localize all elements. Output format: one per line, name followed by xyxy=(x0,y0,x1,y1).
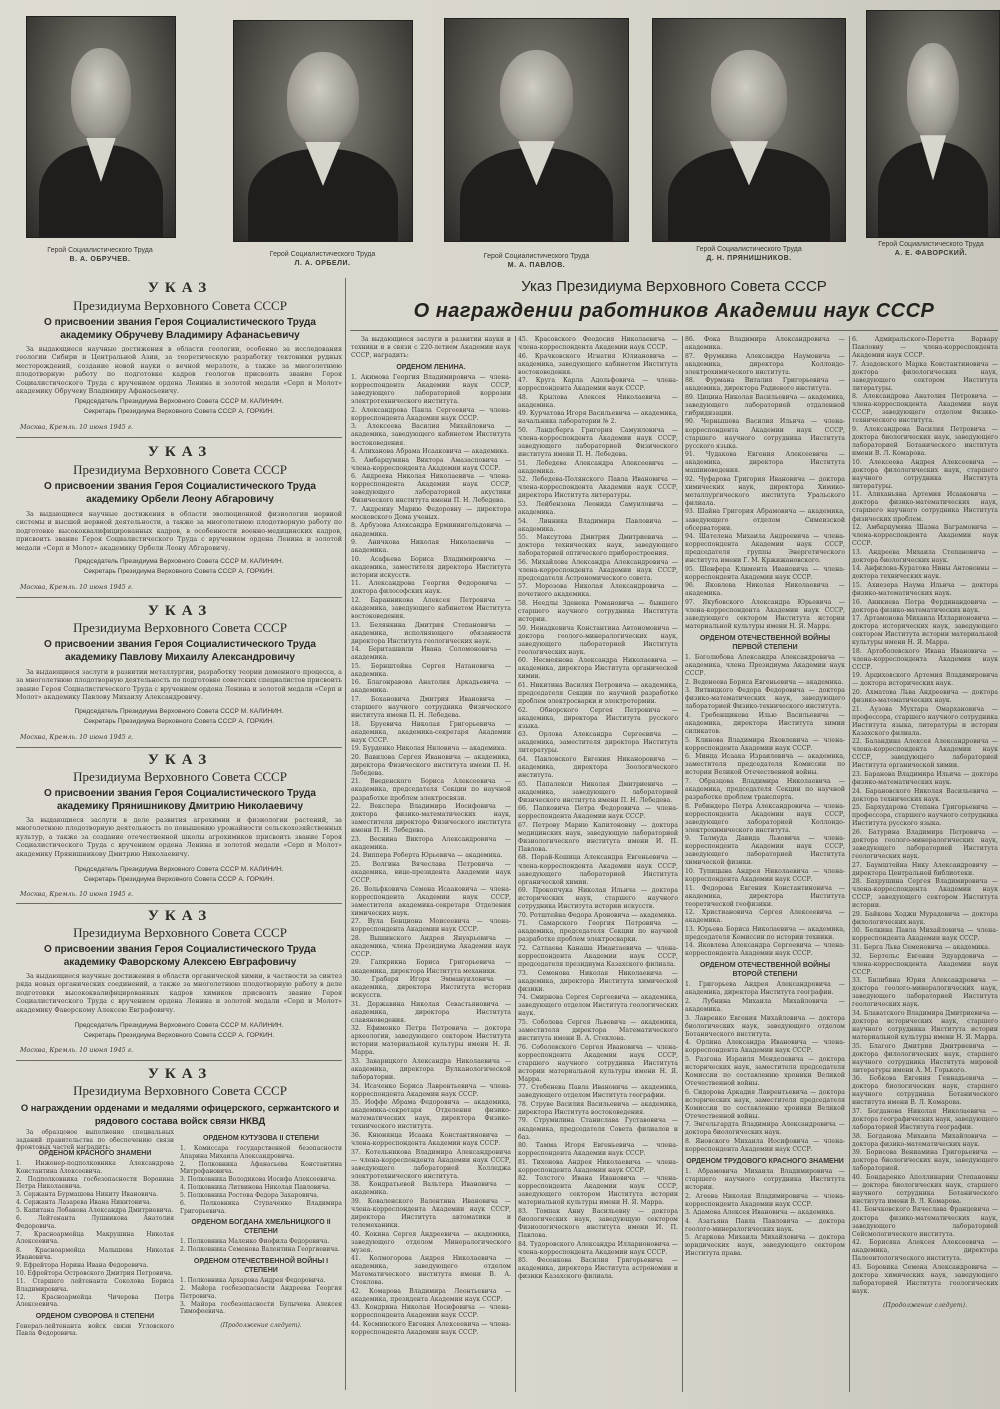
awardee-entry: 3. Полковника Володикова Иосифа Алексеевича. xyxy=(180,1176,337,1184)
ukaz-3-chair: Председатель Президиума Верховного Совета СССР М. КАЛИНИН. xyxy=(74,708,284,715)
awardee-entry: 46. Крачковского Игнатия Юлиановича — академика, заведующего кабинетом Института востоковедения. xyxy=(518,352,678,376)
column-rule xyxy=(345,278,346,1390)
awardee-entry: 15. Бернштейна Сергея Натановича — академика. xyxy=(351,662,511,678)
awardee-entry: 62. Обнорского Сергея Петровича — академика, директора Института русского языка. xyxy=(518,706,678,730)
ukaz-4-word: УКАЗ xyxy=(147,752,213,768)
awardee-entry: 7. Энгельгардта Владимира Александровича — доктора биологических наук. xyxy=(685,1121,845,1137)
awardee-entry: 1. Полковника Маленко Фиофила Федоровича. xyxy=(180,1238,330,1246)
awardee-entry: 11. Федорова Евгения Константиновича — академика, директора Института теоретической геофизики. xyxy=(685,884,845,908)
awardee-entry: 95. Шенфера Климента Ивановича — члена-корреспондента Академии наук СССР. xyxy=(685,565,845,581)
ukaz-1-secretary: Секретарь Президиума Верховного Совета СССР А. ГОРКИН. xyxy=(83,408,275,415)
awardee-entry: 20. Ахматова Льва Андреевича — доктора физико-математических наук. xyxy=(852,689,998,705)
awardee-entry: 50. Ландсберга Григория Самуиловича — члена-корреспондента Академии наук СССР, заведующего лабораторией Физического института имени П. Н. Лебедева. xyxy=(518,427,678,459)
ukaz-2-secretary: Секретарь Президиума Верховного Совета СССР А. ГОРКИН. xyxy=(83,568,275,575)
awardee-entry: 78. Струве Василия Васильевича — академика, директора Института востоковедения. xyxy=(518,1100,678,1116)
ukaz-1-head: О присвоении звания Героя Социалистического Труда академику Обручеву Владимиру Афанасьевичу xyxy=(44,317,316,341)
awardee-entry: 94. Шателена Михаила Андреевича — члена-корреспондента Академии наук СССР, председателя группы Энергетического института имени Г. М. Кржижановского. xyxy=(685,533,845,565)
ukaz-3-date: Москва, Кремль. 10 июня 1945 г. xyxy=(20,733,134,741)
awardee-entry: 5. Разгона Израиля Менделевича — доктора исторических наук, заместителя председателя Комиссии по составлению хроники Великой Отечественной войны. xyxy=(685,1055,845,1087)
order-heading: ОРДЕНОМ СУВОРОВА II СТЕПЕНИ xyxy=(35,1312,155,1320)
awardee-entry: 2. Лубнина Михаила Михайловича — академика. xyxy=(685,998,845,1014)
awardee-entry: 57. Морозова Николая Александровича — почетного академика. xyxy=(518,583,678,599)
ukaz-1-date: Москва, Кремль. 10 июня 1945 г. xyxy=(20,423,134,431)
awardee-entry: 26. Вольфковича Семена Исааковича — члена-корреспондента Академии наук СССР, заместителя академика-секретаря Отделения химических наук. xyxy=(351,885,511,917)
awardee-entry: 32. Ефименко Петра Петровича — доктора археологии, заведующего сектором Института истории материальной культуры имени Н. Я. Марра. xyxy=(351,1025,511,1057)
awardee-entry: 25. Волгина Вячеслава Петровича — академика, вице-президента Академии наук СССР. xyxy=(351,860,511,884)
awardee-entry: 3. Адамова Алексея Ивановича — академика. xyxy=(685,1209,835,1217)
awardee-entry: 27. Вула Бенциона Моисеевича — члена-корреспондента Академии наук СССР. xyxy=(351,918,511,934)
order-heading: ОРДЕНОМ ЛЕНИНА. xyxy=(396,364,466,372)
nkvd-column-1 xyxy=(16,1146,174,1396)
awardee-entry: 4. Полковника Литвинова Николая Павловича. xyxy=(180,1184,331,1192)
awardee-entry: 5. Клинова Владимира Яковлевича — члена-корреспондента Академии наук СССР. xyxy=(685,736,845,752)
awardee-entry: 91. Чудакова Евгения Алексеевича — академика, директора Института машиноведения. xyxy=(685,451,845,475)
awardee-entry: 2. Агеева Николая Владимировича — члена-корреспондента Академии наук СССР. xyxy=(685,1192,845,1208)
order-heading: ОРДЕНОМ БОГДАНА ХМЕЛЬНИЦКОГО II СТЕПЕНИ xyxy=(191,1219,331,1236)
awardee-entry: 2. Полковника Афанасьева Константина Митрофановича. xyxy=(180,1160,342,1176)
ukaz-4-date: Москва, Кремль. 10 июня 1945 г. xyxy=(20,890,134,898)
order-heading: ОРДЕНОМ КУТУЗОВА II СТЕПЕНИ xyxy=(203,1135,319,1142)
awardee-entry: 41. Колмогорова Андрея Николаевича — академика, заведующего отделом Математического института имени В. А. Стеклова. xyxy=(351,1255,511,1287)
awardee-entry: 17. Бохановича Дмитрия Ивановича — старшего научного сотрудника Физического института имени П. Н. Лебедева. xyxy=(351,695,511,720)
awardee-entry: 34. Блаватского Владимира Дмитриевича — доктора исторических наук, старшего научного сотрудника Института истории материальной культуры имени Н. Я. Марра. xyxy=(852,1009,998,1041)
awardee-entry: 12. Христиановича Сергея Алексеевича — академика. xyxy=(685,909,845,925)
ukaz-4-org: Президиума Верховного Совета СССР xyxy=(73,769,287,784)
ukaz-4-body: За выдающиеся заслуги в деле развития агрохимии и физиологии растений, за многолетнюю плодотворную деятельность по повышению урожайности сельскохозяйственных культур, а также за создание отечественной школы агрохимиков присвоить звание Героя Социалистического Труда с вручением ордена Ленина и золотой медали «Серп и Молот» академику Прянишникову Дмитрию Николаевичу. xyxy=(16,816,342,858)
awardee-entry: 6. Адмиральского-Перетта Варвару Павловну — члена-корреспондента Академии наук СССР. xyxy=(852,336,998,360)
ukaz-5-date: Москва, Кремль. 10 июня 1945 г. xyxy=(20,1046,134,1054)
awardee-entry: 1. Полковника Архарова Андрея Федоровича. xyxy=(180,1277,326,1285)
awardee-entry: 3. Сержанта Бурмашова Никиту Ивановича. xyxy=(16,1191,158,1199)
awardee-entry: 70. Ротштейна Федора Ароновича — академика. xyxy=(518,911,677,919)
awardee-entry: 39. Коваленского Валентина Ивановича — члена-корреспондента Академии наук СССР, директора Института автоматики и телемеханики. xyxy=(351,1197,511,1229)
awardee-entry: 55. Максутова Дмитрия Дмитриевича — доктора технических наук, заведующего лабораторией оптического приборостроения. xyxy=(518,534,678,558)
ukaz-2-chair: Председатель Президиума Верховного Совета СССР М. КАЛИНИН. xyxy=(74,558,284,565)
portrait-pavlov xyxy=(444,18,629,242)
awardee-entry: 28. Вышинского Андрея Януарьевича — академика, члена Президиума Академии наук СССР. xyxy=(351,934,511,958)
ukaz-3-org: Президиума Верховного Совета СССР xyxy=(73,620,287,635)
ukaz-2-word: УКАЗ xyxy=(147,444,213,460)
ukaz-divider xyxy=(16,747,342,748)
awardee-entry: 1. Комиссара государственной безопасности Апарина Михаила Александровича. xyxy=(180,1145,342,1160)
caption-obruchev: Герой Социалистического Труда В. А. ОБРУЧЕВ. xyxy=(47,247,153,263)
awardee-entry: 37. Котельникова Владимира Александровича — члена-корреспондента Академии наук СССР, заведующего лабораторией Колледжа электротехнического института. xyxy=(351,1148,511,1180)
awardee-entry: 4. Гребенщикова Илью Васильевича — академика, директора Института химии силикатов. xyxy=(685,712,845,736)
continued-note: (Продолжение следует). xyxy=(220,1321,302,1329)
awardee-entry: 23. Веснина Виктора Александровича — академика. xyxy=(351,835,511,851)
awardee-entry: 79. Струмилина Станислава Густавовича — академика, председателя Совета филиалов и баз. xyxy=(518,1117,678,1141)
order-heading: ОРДЕНОМ КРАСНОГО ЗНАМЕНИ xyxy=(38,1150,152,1157)
order-heading: ОРДЕНОМ ТРУДОВОГО КРАСНОГО ЗНАМЕНИ xyxy=(686,1157,844,1165)
awardee-entry: 89. Цицина Николая Васильевича — академика, заведующего лабораторией отдаленной гибридизации. xyxy=(685,393,845,417)
ukaz-4-chair: Председатель Президиума Верховного Совета СССР М. КАЛИНИН. xyxy=(74,866,284,873)
awardee-entry: 83. Томпак Анну Васильевну — доктора биологических наук, заведующую сектором Физиологического института имени И. П. Павлова. xyxy=(518,1207,678,1240)
awardee-entry: 40. Кокина Сергея Андреевича — академика, заведующего отделом Минералогического музея. xyxy=(351,1230,511,1254)
awardee-entry: 38. Кондратьевой Вальтера Ивановича — академика. xyxy=(351,1181,511,1197)
awardee-entry: 36. Бобкова Евгения Геннадьевича — доктора биологических наук, старшего научного сотрудника Ботанического института имени В. Л. Комарова. xyxy=(852,1075,998,1107)
awardee-entry: 82. Толстого Ивана Ивановича — члена-корреспондента Академии наук СССР, заведующего сектором Института истории материальной культуры имени Н. Я. Марра. xyxy=(518,1175,678,1207)
portrait-obruchev xyxy=(26,16,176,238)
awardee-entry: 74. Смирнова Сергея Сергеевича — академика, заведующего отделом Института геологических наук. xyxy=(518,994,678,1018)
main-column-1 xyxy=(351,336,511,1394)
awardee-entry: 12. Красноармейца Чичерова Петра Алексеевича. xyxy=(16,1293,174,1309)
awardee-entry: 22. Баландина Алексея Александровича — члена-корреспондента Академии наук СССР, заведующего лабораторией Института органической химии. xyxy=(852,738,998,770)
awardee-entry: 8. Яновского Михаила Иосифовича — члена-корреспондента Академии наук СССР. xyxy=(685,1137,845,1153)
ukaz-divider xyxy=(16,1060,342,1061)
awardee-entry: 65. Папалекси Николая Дмитриевича — академика, заведующего лабораторией Физического института имени П. Н. Лебедева. xyxy=(518,780,678,804)
awardee-entry: 51. Лебедева Александра Алексеевича — академика. xyxy=(518,459,678,475)
awardee-entry: 2. Полковника Семенова Валентина Георгиевича. xyxy=(180,1246,340,1254)
ukaz-1-body: За выдающиеся научные достижения в области геологии, особенно за исследования геологии Сибири и Центральной Азии, за теоретическую разработку тектоники рудных месторождений, создание новой науки о вечной мерзлоте, а также за многолетнюю плодотворную работу по подготовке кадров геологов присвоить звание Героя Социалистического Труда с вручением ордена Ленина и золотой медали «Серп и Молот» академику Обручеву Владимиру Афанасьевичу. xyxy=(16,345,342,396)
continued-note: (Продолжение следует). xyxy=(883,1301,967,1309)
awardee-entry: 68. Порай-Кошица Александра Евгеньевича — члена-корреспондента Академии наук СССР, заведующего лабораторией Института органической химии. xyxy=(518,854,678,886)
portrait-orbeli xyxy=(233,20,413,242)
awardee-entry: 71. Самарского Георгия Петровича — академика, председателя Секции по научной разработке проблем электросварки. xyxy=(518,920,678,944)
awardee-entry: 30. Белкина Павла Михайловича — члена-корреспондента Академии наук СССР. xyxy=(852,927,998,943)
awardee-entry: 21. Введенского Бориса Алексеевича — академика, председателя Секции по научной разработке проблем электросвязи. xyxy=(351,778,511,802)
awardee-entry: 1. Боголюбова Александра Александровича — академика, члена Президиума Академии наук СССР. xyxy=(685,654,845,678)
awardee-entry: 10. Тупицына Андрея Николаевича — члена-корреспондента Академии наук СССР. xyxy=(685,867,845,883)
awardee-entry: 4. Алиханова Абрама Исааковича — академика. xyxy=(351,448,509,456)
awardee-entry: 44. Косминского Евгения Алексеевича — члена-корреспондента Академии наук СССР. xyxy=(351,1321,511,1337)
awardee-entry: 7. Андреину Марию Федоровну — директора московского Дома ученых. xyxy=(351,505,511,521)
awardee-entry: 90. Чернышева Василия Ильича — члена-корреспондента Академии наук СССР, старшего научного сотрудника Института русского языка. xyxy=(685,418,845,450)
ukaz-3-head: О присвоении звания Героя Социалистического Труда академику Павлову Михаилу Александровичу xyxy=(44,639,316,663)
caption-pryanishnikov: Герой Социалистического Труда Д. Н. ПРЯНИШНИКОВ. xyxy=(696,246,802,262)
awardee-entry: 1. Григорьева Андрея Александровича — академика, директора Института географии. xyxy=(685,981,845,997)
awardee-entry: Генерал-лейтенанта войск связи Угловского Павла Федоровича. xyxy=(16,1322,174,1338)
awardee-entry: 21. Аузова Мухтара Омархановича — профессора, старшего научного сотрудника Института языка, литературы и истории Казахского филиала. xyxy=(852,705,998,737)
ukaz-2-head: О присвоении звания Героя Социалистического Труда академику Орбели Леону Абгаровичу xyxy=(44,481,316,505)
awardee-entry: 19. Арциховского Артемия Владимировича — доктора исторических наук. xyxy=(852,672,998,688)
nkvd-ukaz-org: Президиума Верховного Совета СССР xyxy=(73,1083,287,1098)
ukaz-5-org: Президиума Верховного Совета СССР xyxy=(73,925,287,940)
awardee-entry: 43. Боровика Семена Александровича — доктора химических наук, заведующего лабораторией Института геологических наук. xyxy=(852,1263,998,1295)
awardee-entry: 14. Анфилова-Куратова Нины Антоновны — доктора технических наук. xyxy=(852,565,998,581)
nkvd-ukaz-intro: За образцовое выполнение специальных заданий правительства по обеспечению связи фронтовых частей наградить: xyxy=(16,1129,174,1152)
awardee-entry: 13. Андреева Михаила Степановича — доктора биологических наук. xyxy=(852,548,998,564)
awardee-entry: 84. Тудоровского Александра Илларионовича — члена-корреспондента Академии наук СССР. xyxy=(518,1240,678,1256)
awardee-entry: 61. Никитина Василия Петровича — академика, председателя Секции по научной разработке проблем электросварки и электротермии. xyxy=(518,681,678,706)
awardee-entry: 75. Соболева Сергея Львовича — академика, заместителя директора Математического института имени В. А. Стеклова. xyxy=(518,1018,678,1042)
awardee-entry: 2. Подполковника госбезопасности Воронина Петра Николаевича. xyxy=(16,1175,174,1191)
main-rule xyxy=(350,330,998,331)
awardee-entry: 73. Семенова Николая Николаевича — академика, директора Института химической физики. xyxy=(518,969,678,993)
order-heading: ОРДЕНОМ ОТЕЧЕСТВЕННОЙ ВОЙНЫ ПЕРВОЙ СТЕПЕНИ xyxy=(699,635,831,652)
awardee-entry: 25. Бархударова Степана Григорьевича — профессора, старшего научного сотрудника Института русского языка. xyxy=(852,804,998,828)
awardee-entry: 29. Гапкрикна Бориса Григорьевича — академика, директора Института механики. xyxy=(351,959,511,975)
awardee-entry: 26. Батурина Владимира Петровича — доктора геолого-минералогических наук, заведующего лабораторией Института геологических наук. xyxy=(852,828,998,860)
awardee-entry: 9. Александрова Василия Петровича — доктора биологических наук, заведующего лабораторией Ботанического института имени В. Л. Комарова. xyxy=(852,426,998,458)
awardee-entry: 4. Азатьяна Павла Павловича — доктора геолого-минералогических наук. xyxy=(685,1217,845,1233)
awardee-entry: 9. Аничкова Николая Николаевича — академика. xyxy=(351,539,511,555)
awardee-entry: 85. Фесенкова Василия Григорьевича — академика, директора Института астрономии и физики Казахского филиала. xyxy=(518,1257,678,1281)
awardee-entry: 28. Бахрушина Сергея Владимировича — члена-корреспондента Академии наук СССР, заведующего сектором Института истории. xyxy=(852,878,998,910)
awardee-entry: 18. Бруевича Николая Григорьевича — академика, академика-секретаря Академии наук СССР. xyxy=(351,720,511,744)
awardee-entry: 19. Бурденко Николая Ниловича — академика. xyxy=(351,745,507,753)
main-column-4 xyxy=(852,336,998,1394)
awardee-entry: 16. Благонравова Анатолия Аркадьевича — академика. xyxy=(351,679,511,695)
awardee-entry: 53. Лейбензона Леонида Самуиловича — академика. xyxy=(518,500,678,516)
awardee-entry: 18. Артоболевского Ивана Ивановича — члена-корреспондента Академии наук СССР. xyxy=(852,647,998,671)
awardee-entry: 2. Александрова Павла Сергеевича — члена-корреспондента Академии наук СССР. xyxy=(351,406,511,422)
awardee-entry: 2. Майора госбезопасности Андреева Георгия Петровича. xyxy=(180,1285,342,1300)
main-column-3 xyxy=(685,336,845,1394)
awardee-entry: 35. Благого Дмитрия Дмитриевича — доктора филологических наук, старшего научного сотрудника Института мировой литературы имени А. М. Горького. xyxy=(852,1042,998,1074)
awardee-entry: 6. Андреева Николая Николаевича — члена-корреспондента Академии наук СССР, заведующего лабораторией акустики Физического института имени П. Н. Лебедева. xyxy=(351,473,511,505)
caption-pavlov: Герой Социалистического Труда М. А. ПАВЛОВ. xyxy=(483,253,590,269)
column-rule xyxy=(682,336,683,1392)
awardee-entry: 11. Алиханьяна Артемия Исааковича — доктора физико-математических наук, старшего научного сотрудника Института физических проблем. xyxy=(852,491,998,523)
awardee-entry: 76. Соболевского Сергея Ивановича — члена-корреспондента Академии наук СССР, старшего научного сотрудника Института истории материальной культуры имени Н. Я. Марра. xyxy=(518,1043,678,1083)
ukaz-5-chair: Председатель Президиума Верховного Совета СССР М. КАЛИНИН. xyxy=(74,1022,284,1029)
awardee-entry: 8. Ребиндера Петра Александровича — члена-корреспондента Академии наук СССР, заведующего лабораторией Коллоидо-электрохимического института. xyxy=(685,802,845,834)
caption-orbeli: Герой Социалистического Труда Л. А. ОРБЕЛИ. xyxy=(269,251,376,267)
awardee-entry: 47. Круга Карла Адольфовича — члена-корреспондента Академии наук СССР. xyxy=(518,377,678,393)
nkvd-ukaz-head: О награждении орденами и медалями офицерского, сержантского и рядового состава войск связи НКВД xyxy=(20,1102,340,1126)
awardee-entry: 15. Ахиезера Наума Ильича — доктора физико-математических наук. xyxy=(852,581,998,597)
awardee-entry: 34. Исаченко Бориса Лаврентьевича — члена-корреспондента Академии наук СССР. xyxy=(351,1082,511,1098)
awardee-entry: 14. Яковлева Александра Сергеевича — члена-корреспондента Академии наук СССР. xyxy=(685,942,845,958)
awardee-entry: 58. Неедлы Зденека Романовича — бывшего старшего научного сотрудника Института истории. xyxy=(518,600,678,624)
main-decree-head: О награждении работников Академии наук СССР xyxy=(413,300,935,322)
awardee-entry: 38. Богданова Михаила Михайловича — доктора физико-математических наук. xyxy=(852,1132,998,1148)
ukaz-1-word: УКАЗ xyxy=(147,280,213,296)
awardee-entry: 66. Папковича Петра Федоровича — члена-корреспондента Академии наук СССР. xyxy=(518,805,678,821)
ukaz-divider xyxy=(16,903,342,904)
awardee-entry: 6. Лейтенанта Лушникова Анатолия Федоровича. xyxy=(16,1215,174,1230)
awardee-entry: 12. Баранникова Алексея Петровича — академика, заведующего кабинетом Института востоковедения. xyxy=(351,596,511,620)
awardee-entry: 56. Михайлова Александра Александровича — члена-корреспондента Академии наук СССР, председателя Астрономического совета. xyxy=(518,558,678,582)
awardee-entry: 8. Александрова Анатолия Петровича — члена-корреспондента Академии наук СССР, заведующего отделом Физико-технического института. xyxy=(852,393,998,425)
awardee-entry: 10. Асафьева Бориса Владимировича — академика, заместителя директора Института истории искусств. xyxy=(351,555,511,579)
awardee-entry: 43. Кондрина Николая Иосифовича — члена-корреспондента Академии наук СССР. xyxy=(351,1304,511,1320)
ukaz-divider xyxy=(16,437,342,438)
awardee-entry: 87. Фрумкина Александра Наумовича — академика, директора Коллоидо-электрохимического института. xyxy=(685,352,845,376)
ukaz-5-secretary: Секретарь Президиума Верховного Совета СССР А. ГОРКИН. xyxy=(83,1032,275,1039)
awardee-entry: 40. Бондаренко Аполлинарии Степановны — доктора биологических наук, старшего научного сотрудника Ботанического института имени В. Л. Комарова. xyxy=(852,1173,998,1205)
awardee-entry: 3. Лавренко Евгения Михайловича — доктора биологических наук, заведующего отделом Ботанического института. xyxy=(685,1014,845,1038)
awardee-entry: 20. Вавилова Сергея Ивановича — академика, директора Физического института имени П. Н. Лебедева. xyxy=(351,753,511,777)
awardee-entry: 52. Лебедева-Полянского Павла Ивановича — члена-корреспондента Академии наук СССР, директора Института литературы. xyxy=(518,476,678,500)
awardee-entry: 17. Артамонова Михаила Илларионовича — доктора исторических наук, заведующего сектором Института истории материальной культуры имени Н. Я. Марра. xyxy=(852,615,998,647)
ukaz-5-word: УКАЗ xyxy=(147,908,213,924)
awardee-entry: 45. Красовского Феодосия Николаевича — члена-корреспондента Академии наук СССР. xyxy=(518,336,678,352)
awardee-entry: 30. Грабаря Игоря Эммануиловича — академика, директора Института истории искусств. xyxy=(351,976,511,1000)
awardee-entry: 4. Орлина Александра Ивановича — члена-корреспондента Академии наук СССР. xyxy=(685,1039,845,1055)
awardee-entry: 86. Фока Владимира Александровича — академика. xyxy=(685,336,845,352)
awardee-entry: 11. Старшего лейтенанта Соколова Бориса Владимировича. xyxy=(16,1278,174,1293)
nkvd-column-2 xyxy=(180,1131,342,1393)
caption-favorsky: Герой Социалистического Труда А. Е. ФАВОРСКИЙ. xyxy=(878,241,984,257)
awardee-entry: 5. Полковника Ростова Федора Захаровича. xyxy=(180,1192,319,1200)
awardee-entry: 6. Минца Исаака Израилевича — академика, заместителя председателя Комиссии по истории Великой Отечественной войны. xyxy=(685,753,845,777)
awardee-entry: 23. Баранова Владимира Ильича — доктора физико-математических наук. xyxy=(852,770,998,787)
awardee-entry: 48. Крылова Алексея Николаевича — академика. xyxy=(518,393,678,409)
awardee-entry: 24. Барановского Николая Васильевича — доктора технических наук. xyxy=(852,787,998,803)
awardee-entry: 35. Иоффе Абрама Федоровича — академика, академика-секретаря Отделения физико-математических наук, директора Физико-технического института. xyxy=(351,1099,511,1131)
awardee-entry: 96. Яковлева Николая Николаевича — академика. xyxy=(685,582,845,598)
awardee-entry: 67. Петрову Марию Капитоновну — доктора медицинских наук, заведующую лабораторией Физиологического института имени И. П. Павлова. xyxy=(518,821,678,853)
awardee-entry: 29. Байкова Ходжи Мурадовича — доктора филологических наук. xyxy=(852,910,998,926)
awardee-entry: 8. Красноармейца Малышева Николая Ивановича. xyxy=(16,1246,174,1262)
awardee-entry: 59. Ненадкевича Константина Автономовича — доктора геолого-минералогических наук, заведующего лабораторией Института геологических наук. xyxy=(518,624,678,656)
awardee-entry: 7. Азадовского Марка Константиновича — доктора филологических наук, заведующего сектором Института литературы. xyxy=(852,360,998,392)
awardee-entry: 6. Сидорова Аркадия Лаврентьевича — доктора исторических наук, заместителя председателя Комиссии по составлению хроники Великой Отечественной войны. xyxy=(685,1088,845,1120)
awardee-entry: 7. Образцова Владимира Николаевича — академика, председателя Секции по научной разработке проблем транспорта. xyxy=(685,777,845,801)
ukaz-divider xyxy=(16,597,342,598)
awardee-entry: 33. Заварицкого Александра Николаевича — академика, директора Вулканологической лаборатории. xyxy=(351,1058,511,1082)
awardee-entry: 3. Алексеева Василия Михайловича — академика, заведующего кабинетом Института востоковедения. xyxy=(351,423,511,447)
awardee-entry: 1. Инженер-подполковника Александрова Константина Алексеевича. xyxy=(16,1160,174,1175)
ukaz-3-word: УКАЗ xyxy=(147,603,213,619)
awardee-entry: 14. Бериташвили Ивана Соломоновича — академика. xyxy=(351,646,511,662)
awardee-entry: 39. Борисова Вениамина Григорьевича — доктора биологических наук, заведующего лабораторией. xyxy=(852,1149,998,1173)
awardee-entry: 8. Арбузова Александра Ерминингельдовича — академика. xyxy=(351,522,511,538)
awardee-entry: 77. Стебенева Павла Ивановича — академика, заведующего отделом Института географии. xyxy=(518,1084,678,1100)
awardee-entry: 42. Комарова Владимира Леонтьевича — академика, президента Академии наук СССР. xyxy=(351,1287,511,1303)
order-heading: ОРДЕНОМ ОТЕЧЕСТВЕННОЙ ВОЙНЫ ВТОРОЙ СТЕПЕНИ xyxy=(699,962,831,979)
awardee-entry: 1. Акимова Георгия Владимировича — члена-корреспондента Академии наук СССР, заведующего лабораторией коррозии электротехнического института. xyxy=(351,374,511,406)
ukaz-1-chair: Председатель Президиума Верховного Совета СССР М. КАЛИНИН. xyxy=(74,398,284,405)
ukaz-2-org: Президиума Верховного Совета СССР xyxy=(73,462,287,477)
awardee-entry: 5. Капитана Лобанова Александра Дмитриевича. xyxy=(16,1207,174,1215)
awardee-entry: 31. Берга Льва Семеновича — академика. xyxy=(852,943,990,951)
awardee-entry: 9. Ефрейтора Норина Ивана Федоровича. xyxy=(16,1262,149,1270)
ukaz-4-head: О присвоении звания Героя Социалистического Труда академику Прянишникову Дмитрию Николаевичу xyxy=(44,788,316,812)
awardee-entry: 11. Александрова Георгия Федоровича — доктора философских наук. xyxy=(351,580,511,596)
awardee-entry: 63. Орлова Александра Сергеевича — академика, заместителя директора Института литературы. xyxy=(518,731,678,755)
nkvd-ukaz-word: УКАЗ xyxy=(147,1066,213,1082)
awardee-entry: 10. Ефрейтора Островского Дмитрия Петровича. xyxy=(16,1270,173,1278)
awardee-entry: 3. Майора госбезопасности Булычева Алексея Тимофеевича. xyxy=(180,1300,342,1316)
main-decree-org: Указ Президиума Верховного Совета СССР xyxy=(521,278,827,295)
awardee-entry: 64. Павловского Евгения Никаноровича — академика, директора Зоологического института. xyxy=(518,755,678,779)
awardee-entry: 24. Виппера Роберта Юрьевича — академика. xyxy=(351,852,503,860)
awardee-entry: 93. Шайна Григория Абрамовича — академика, заведующего отделом Симеизской обсерватории. xyxy=(685,508,845,532)
awardee-entry: 13. Белянкина Дмитрия Степановича — академика, исполняющего обязанности директора Института геологических наук. xyxy=(351,621,511,645)
ukaz-2-body: За выдающиеся научные достижения в области эволюционной физиологии нервной системы и высшей нервной деятельности, а также за многолетнюю плодотворную работу по подготовке высококвалифицированных кадров, в особенности военно-медицинских кадров, присвоить звание Героя Социалистического Труда с вручением ордена Ленина и золотой медали «Серп и Молот» академику Орбели Леону Абгаровичу. xyxy=(16,510,342,552)
awardee-entry: 1. Абрамовича Михаила Владимировича — старшего научного сотрудника Института истории. xyxy=(685,1167,845,1191)
awardee-entry: 69. Прокопчука Николая Ильича — доктора исторических наук, старшего научного сотрудника Института истории искусств. xyxy=(518,887,678,911)
awardee-entry: 9. Талмуда Давида Львовича — члена-корреспондента Академии наук СССР, заведующего лабораторией Института химической физики. xyxy=(685,835,845,867)
awardee-entry: 7. Красноармейца Макрушина Николая Алексеевича. xyxy=(16,1230,174,1246)
awardee-entry: 42. Борисяка Алексея Алексеевича — академика, директора Палеонтологического института. xyxy=(852,1239,998,1263)
awardee-entry: 6. Полковника Ступаченко Владимира Григорьевича. xyxy=(180,1200,342,1215)
awardee-entry: 5. Амбарцумяна Виктора Амазасповича — члена-корреспондента Академии наук СССР. xyxy=(351,456,511,472)
awardee-entry: 54. Линника Владимира Павловича — академика. xyxy=(518,517,678,533)
awardee-entry: 10. Алексеева Андрея Алексеевича — доктора филологических наук, старшего научного сотрудника Института литературы. xyxy=(852,458,998,490)
awardee-entry: 16. Аникиева Петра Фердинандовича — доктора физико-математических наук. xyxy=(852,598,998,614)
awardee-entry: 27. Баумштейна Нику Александровичу — директора Центральной библиотеки. xyxy=(852,861,998,877)
column-rule xyxy=(849,336,850,1392)
awardee-entry: 3. Витвицкого Федора Федоровича — доктора физико-математических наук, заведующего лабораторией Физико-технического института. xyxy=(685,687,845,711)
portrait-pryanishnikov xyxy=(652,18,846,242)
awardee-entry: 72. Сатпаева Канаша Имантаевича — члена-корреспондента Академии наук СССР, председателя президиума Казахского филиала. xyxy=(518,944,678,969)
ukaz-5-head: О присвоении звания Героя Социалистического Труда академику Фаворскому Алексею Евграфовичу xyxy=(44,944,316,968)
awardee-entry: 2. Веденеева Бориса Евгеньевича — академика. xyxy=(685,678,844,686)
awardee-entry: 13. Юрьева Бориса Николаевича — академика, председателя Комиссии по истории техники. xyxy=(685,925,845,941)
awardee-entry: 92. Чуфарова Григория Ивановича — доктора химических наук, директора Химико-металлургического института Уральского филиала. xyxy=(685,475,845,507)
awardee-entry: 49. Курчатова Игоря Васильевича — академика, начальника лаборатории № 2. xyxy=(518,410,678,426)
awardee-entry: 31. Державина Николая Севастьяновича — академика, директора Института славяноведения. xyxy=(351,1000,511,1024)
decree-intro: За выдающиеся заслуги в развитии науки и техники и в связи с 220-летием Академии наук СССР, наградить: xyxy=(351,336,511,360)
awardee-entry: 88. Фурмана Виталия Григорьевича — академика, директора Радиевого института. xyxy=(685,377,845,393)
awardee-entry: 33. Билибина Юрия Александровича — доктора геолого-минералогических наук, заведующего лабораторией Института геологических наук. xyxy=(852,977,998,1009)
ukaz-5-body: За выдающиеся научные достижения в области органической химии, в частности за синтез ряда новых органических соединений, а также за многолетнюю плодотворную работу в деле подготовки высококвалифицированных кадров химиков присвоить звание Героя Социалистического Труда с вручением ордена Ленина и золотой медали «Серп и Молот» академику Фаворскому Алексею Евграфовичу. xyxy=(16,972,342,1014)
awardee-entry: 12. Амбарцумяна Шаэна Ваграмовича — члена-корреспондента Академии наук СССР. xyxy=(852,524,998,548)
ukaz-1-org: Президиума Верховного Совета СССР xyxy=(73,298,287,313)
awardee-entry: 37. Богданова Николая Николаевича — доктора географических наук, заведующего лабораторией Института географии. xyxy=(852,1107,998,1131)
ukaz-4-secretary: Секретарь Президиума Верховного Совета СССР А. ГОРКИН. xyxy=(83,876,275,883)
awardee-entry: 5. Агаркова Михаила Михайловича — доктора юридических наук, заведующего сектором Института права. xyxy=(685,1234,845,1258)
ukaz-3-body: За выдающиеся заслуги в развитии металлургии, разработку теории доменного процесса, а за многолетнюю плодотворную деятельность по подготовке советских специалистов присвоить звание Героя Социалистического Труда с вручением ордена Ленина и золотой медали «Серп и Молот» академику Павлову Михаилу Александровичу. xyxy=(16,668,342,702)
awardee-entry: 81. Тихонова Андрея Николаевича — члена-корреспондента Академии наук СССР. xyxy=(518,1158,678,1174)
portrait-favorsky xyxy=(866,10,1000,238)
order-heading: ОРДЕНОМ ОТЕЧЕСТВЕННОЙ ВОЙНЫ I СТЕПЕНИ xyxy=(193,1258,329,1275)
awardee-entry: 22. Векслера Владимира Иосифовича — доктора физико-математических наук, заместителя директора Физического института имени П. Н. Лебедева. xyxy=(351,803,511,835)
ukaz-2-date: Москва, Кремль. 10 июня 1945 г. xyxy=(20,583,134,591)
awardee-entry: 41. Бончковского Вячеслава Францевича — доктора физико-математических наук, заведующего лабораторией Сейсмологического института. xyxy=(852,1206,998,1238)
main-column-2 xyxy=(518,336,678,1394)
column-rule xyxy=(515,336,516,1392)
ukaz-3-secretary: Секретарь Президиума Верховного Совета СССР А. ГОРКИН. xyxy=(83,718,275,725)
awardee-entry: 97. Якубовского Александра Юрьевича — члена-корреспондента Академии наук СССР, заведующего сектором Института истории материальной культуры имени Н. Я. Марра. xyxy=(685,599,845,631)
awardee-entry: 36. Кнюнянца Исаака Константиновича — члена-корреспондента Академии наук СССР. xyxy=(351,1131,511,1147)
awardee-entry: 60. Несмеянова Александра Николаевича — академика, директора Института органической химии. xyxy=(518,657,678,681)
awardee-entry: 80. Тамма Игоря Евгеньевича — члена-корреспондента Академии наук СССР. xyxy=(518,1142,678,1158)
awardee-entry: 4. Сержанта Лазарева Ивана Никитовича. xyxy=(16,1199,152,1207)
awardee-entry: 32. Бертельс Евгения Эдуардовича — члена-корреспондента Академии наук СССР. xyxy=(852,952,998,976)
